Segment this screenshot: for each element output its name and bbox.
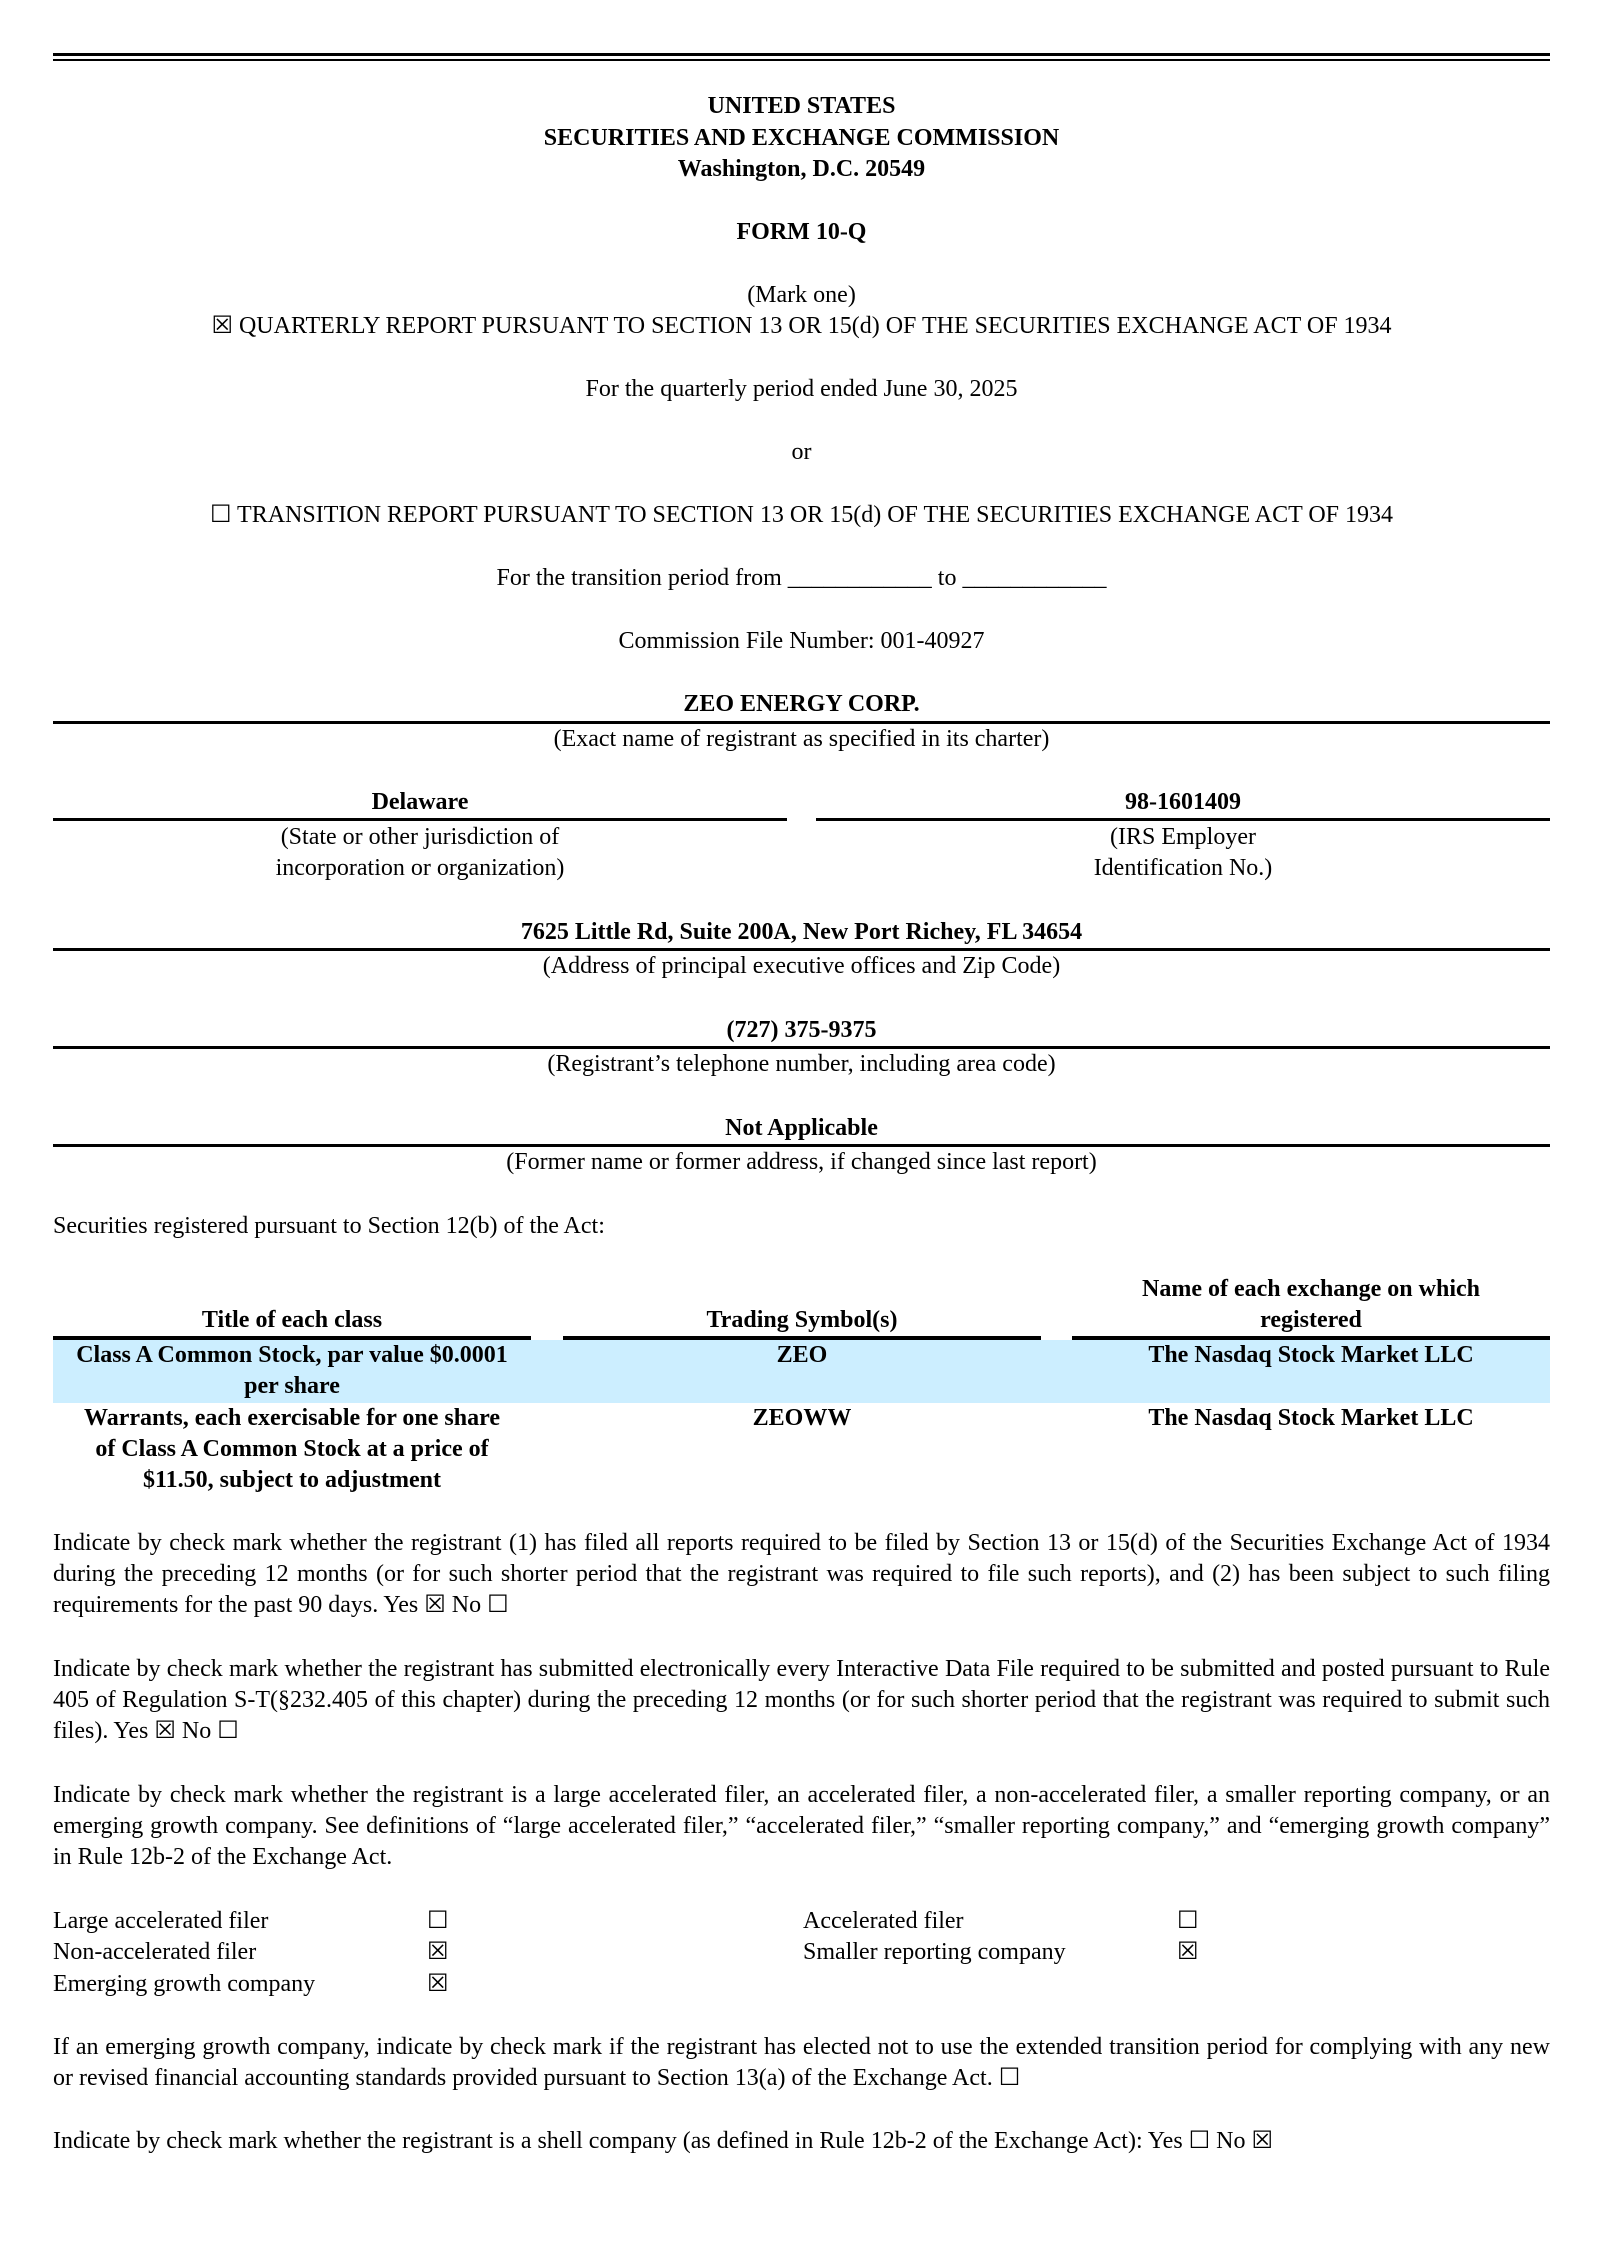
state-rule [53, 818, 787, 821]
address-caption: (Address of principal executive offices and Zip Code) [542, 953, 1061, 979]
table-header-exchange-line1: Name of each exchange on which [1142, 1276, 1480, 1302]
row2-title-line3: $11.50, subject to adjustment [143, 1467, 441, 1493]
row1-symbol: ZEO [776, 1342, 828, 1368]
non-accelerated-filer-label: Non-accelerated filer [53, 1939, 257, 1965]
irs-caption-line2: Identification No.) [1093, 855, 1273, 881]
accelerated-filer-checkbox: ☐ [1177, 1908, 1199, 1934]
smaller-reporting-label: Smaller reporting company [803, 1939, 1066, 1965]
state-caption-line2: incorporation or organization) [275, 855, 565, 881]
filing-requirements-paragraph: Indicate by check mark whether the registrant (1) has filed all reports required to be filed by Section 13 or 15(d) of the Securities Exchange Act of 1934 during the preceding 12 months (or for such shorter period that the registrant was required to file such reports), and (2) has been subject to such filing requirements for the past 90 days. Yes ☒ No ☐ [53, 1530, 1550, 1618]
table-header-symbol: Trading Symbol(s) [706, 1307, 898, 1333]
principal-address: 7625 Little Rd, Suite 200A, New Port Richey, FL 34654 [520, 919, 1083, 945]
header-washington: Washington, D.C. 20549 [677, 156, 926, 182]
state-caption-line1: (State or other jurisdiction of [280, 824, 560, 850]
non-accelerated-filer-checkbox: ☒ [427, 1939, 449, 1965]
accelerated-filer-label: Accelerated filer [803, 1908, 964, 1934]
telephone-number: (727) 375-9375 [726, 1017, 877, 1043]
large-accelerated-filer-label: Large accelerated filer [53, 1908, 269, 1934]
quarterly-report-option: ☒ QUARTERLY REPORT PURSUANT TO SECTION 13 OR 15(d) OF THE SECURITIES EXCHANGE ACT OF 1934 [211, 313, 1392, 339]
commission-file-number: Commission File Number: 001-40927 [618, 628, 985, 654]
row2-title-line1: Warrants, each exercisable for one share [84, 1405, 500, 1431]
emerging-growth-label: Emerging growth company [53, 1971, 316, 1997]
securities-intro: Securities registered pursuant to Section 12(b) of the Act: [53, 1213, 605, 1239]
shell-company-paragraph: Indicate by check mark whether the registrant is a shell company (as defined in Rule 12b-2 of the Exchange Act): Yes ☐ No ☒ [53, 2128, 1274, 2154]
or-text: or [791, 439, 812, 465]
row1-title-line1: Class A Common Stock, par value $0.0001 [76, 1342, 508, 1368]
former-caption: (Former name or former address, if changed since last report) [506, 1149, 1097, 1175]
filer-status-paragraph: Indicate by check mark whether the registrant is a large accelerated filer, an accelerated filer, a non-accelerated filer, a smaller reporting company, or an emerging growth company. See definitions of “large accelerated filer,” “accelerated filer,” “smaller reporting company,” and “emerging growth company” in Rule 12b-2 of the Exchange Act. [53, 1782, 1550, 1870]
former-name: Not Applicable [725, 1115, 878, 1141]
irs-rule [816, 818, 1550, 821]
top-double-rule [53, 53, 1550, 61]
interactive-data-paragraph: Indicate by check mark whether the registrant has submitted electronically every Interactive Data File required to be submitted and posted pursuant to Rule 405 of Regulation S-T(§232.405 of this chapter) during the preceding 12 months (or for such shorter period that the registrant was required to submit such files). Yes ☒ No ☐ [53, 1656, 1550, 1744]
transition-report-option: ☐ TRANSITION REPORT PURSUANT TO SECTION 13 OR 15(d) OF THE SECURITIES EXCHANGE ACT OF 1934 [209, 502, 1394, 528]
large-accelerated-filer-checkbox: ☐ [427, 1908, 449, 1934]
row1-title-line2: per share [244, 1373, 340, 1399]
emerging-growth-election-paragraph: If an emerging growth company, indicate by check mark if the registrant has elected not to use the extended transition period for complying with any new or revised financial accounting standards provided pursuant to Section 13(a) of the Exchange Act. ☐ [53, 2034, 1550, 2091]
telephone-caption: (Registrant’s telephone number, including area code) [547, 1051, 1056, 1077]
table-header-exchange-line2: registered [1260, 1307, 1362, 1333]
smaller-reporting-checkbox: ☒ [1177, 1939, 1199, 1965]
header-sec: SECURITIES AND EXCHANGE COMMISSION [543, 125, 1060, 151]
row1-exchange: The Nasdaq Stock Market LLC [1148, 1342, 1474, 1368]
state-of-incorporation: Delaware [371, 789, 469, 815]
header-united-states: UNITED STATES [707, 93, 896, 119]
table-header-title: Title of each class [201, 1307, 383, 1333]
mark-one: (Mark one) [747, 282, 856, 308]
emerging-growth-checkbox: ☒ [427, 1971, 449, 1997]
irs-caption-line1: (IRS Employer [1110, 824, 1256, 850]
registrant-name-caption: (Exact name of registrant as specified in its charter) [553, 726, 1050, 752]
quarterly-period: For the quarterly period ended June 30, 2025 [585, 376, 1018, 402]
registrant-name: ZEO ENERGY CORP. [683, 691, 920, 717]
row2-title-line2: of Class A Common Stock at a price of [95, 1436, 489, 1462]
irs-employer-id: 98-1601409 [1125, 789, 1241, 815]
row2-symbol: ZEOWW [752, 1405, 852, 1431]
transition-period: For the transition period from ____________ to ____________ [496, 565, 1107, 591]
form-title: FORM 10-Q [736, 219, 867, 245]
row2-exchange: The Nasdaq Stock Market LLC [1148, 1405, 1474, 1431]
